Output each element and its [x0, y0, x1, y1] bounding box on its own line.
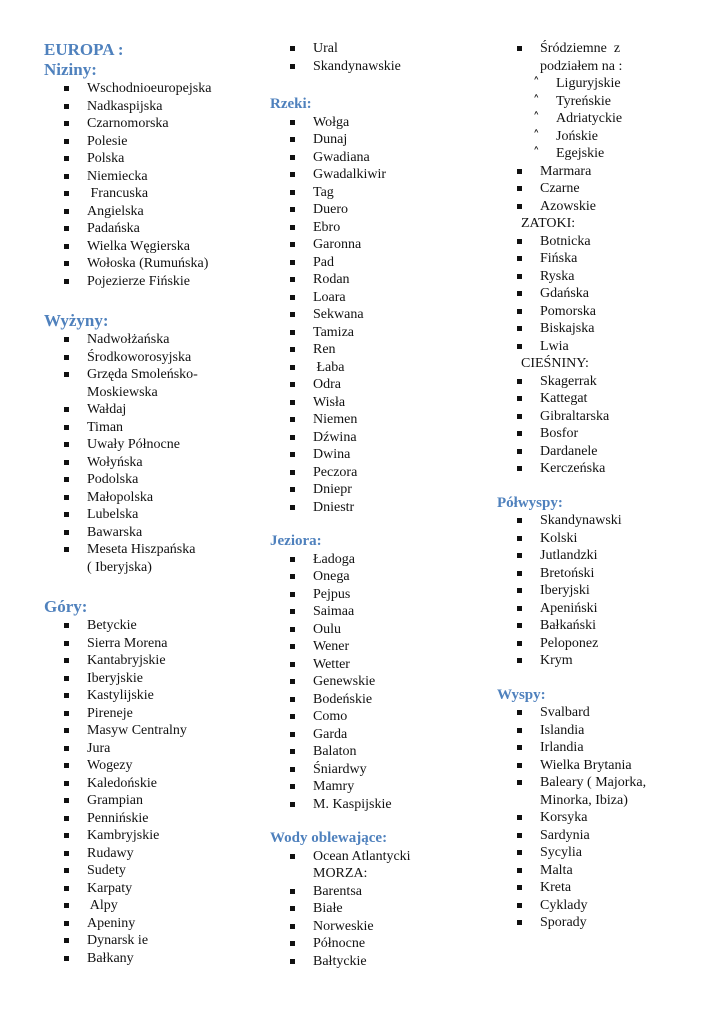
sub-list-item: ˄ Jońskie — [497, 128, 722, 146]
list-item: Pojezierze Fińskie — [44, 273, 264, 291]
list-wody — [270, 848, 495, 971]
list-item: Gwadalkiwir — [270, 166, 495, 184]
list-item: Bałkański — [497, 617, 722, 635]
list-item: Wener — [270, 638, 495, 656]
list-item: Ryska — [497, 268, 722, 286]
list-item: Uwały Północne — [44, 436, 264, 454]
list-item: Timan — [44, 419, 264, 437]
list-item: Grampian — [44, 792, 264, 810]
list-item: Jutlandzki — [497, 547, 722, 565]
list-item: Peloponez — [497, 635, 722, 653]
list-item-continued: podziałem na : — [540, 58, 623, 74]
heading-polwyspy: Półwyspy: — [497, 494, 563, 511]
list-item: Dźwina — [270, 429, 495, 447]
list-item: Nadkaspijska — [44, 98, 264, 116]
list-item: Garonna — [270, 236, 495, 254]
list-item: Dwina — [270, 446, 495, 464]
list-item: Sekwana — [270, 306, 495, 324]
list-item: Pomorska — [497, 303, 722, 321]
column-3 — [497, 40, 722, 932]
sub-list-item: ˄ Tyreńskie — [497, 93, 722, 111]
list-item: Wielka Węgierska — [44, 238, 264, 256]
list-item: Dniepr — [270, 481, 495, 499]
list-item: Bawarska — [44, 524, 264, 542]
column-2 — [270, 40, 495, 970]
list-item: Wołyńska — [44, 454, 264, 472]
list-item: Genewskie — [270, 673, 495, 691]
list-item-continued: Minorka, Ibiza) — [540, 792, 628, 808]
list-item: Pejpus — [270, 586, 495, 604]
list-item: M. Kaspijskie — [270, 796, 495, 814]
list-item-continued: ( Iberyjska) — [87, 559, 152, 575]
list-item: Padańska — [44, 220, 264, 238]
list-item: Polesie — [44, 133, 264, 151]
list-item: Sudety — [44, 862, 264, 880]
list-polwyspy — [497, 512, 722, 670]
list-rzeki — [270, 114, 495, 517]
list-item: Sardynia — [497, 827, 722, 845]
list-item: Polska — [44, 150, 264, 168]
list-item: Ocean Atlantycki — [270, 848, 495, 866]
list-item: Kreta — [497, 879, 722, 897]
column-1 — [44, 40, 264, 967]
list-item: Barentsa — [270, 883, 495, 901]
list-item: Rudawy — [44, 845, 264, 863]
list-item: Bałkany — [44, 950, 264, 968]
morza-label: MORZA: — [313, 866, 368, 881]
list-item: Czarnomorska — [44, 115, 264, 133]
list-item: Ebro — [270, 219, 495, 237]
list-item: Skandynawski — [497, 512, 722, 530]
list-item: Dunaj — [270, 131, 495, 149]
list-item: Como — [270, 708, 495, 726]
list-item: Ren — [270, 341, 495, 359]
list-item: Pireneje — [44, 705, 264, 723]
list-item: Kastylijskie — [44, 687, 264, 705]
list-item: Angielska — [44, 203, 264, 221]
list-item: Wogezy — [44, 757, 264, 775]
list-item: Kaledońskie — [44, 775, 264, 793]
list-item: Ural — [270, 40, 495, 58]
heading-wody-oblewajace: Wody oblewające: — [270, 830, 388, 846]
list-item: Pad — [270, 254, 495, 272]
list-item: Onega — [270, 568, 495, 586]
list-item: Bretoński — [497, 565, 722, 583]
sub-list-item: ˄ Egejskie — [497, 145, 722, 163]
list-niziny — [44, 80, 264, 290]
list-item: Balaton — [270, 743, 495, 761]
list-item: Tamiza — [270, 324, 495, 342]
list-item: Azowskie — [497, 198, 722, 216]
list-gory — [44, 617, 264, 967]
heading-rzeki: Rzeki: — [270, 96, 312, 112]
list-item: Irlandia — [497, 739, 722, 757]
list-item: Dardanele — [497, 443, 722, 461]
list-item: Mamry — [270, 778, 495, 796]
list-item: Lubelska — [44, 506, 264, 524]
list-item: Niemiecka — [44, 168, 264, 186]
list-item: Nadwołżańska — [44, 331, 264, 349]
list-item: Peczora — [270, 464, 495, 482]
list-item: Tag — [270, 184, 495, 202]
list-item: Apeniński — [497, 600, 722, 618]
list-item: Dynarsk ie — [44, 932, 264, 950]
list-item: Sporady — [497, 914, 722, 932]
list-item: Śniardwy — [270, 761, 495, 779]
heading-niziny: Niziny: — [44, 60, 97, 79]
list-item: Wałdaj — [44, 401, 264, 419]
list-item: Apeniny — [44, 915, 264, 933]
list-item: Wschodnioeuropejska — [44, 80, 264, 98]
list-morza-continued — [497, 40, 722, 215]
list-item: Rodan — [270, 271, 495, 289]
list-item: Garda — [270, 726, 495, 744]
list-item: Korsyka — [497, 809, 722, 827]
list-item: Odra — [270, 376, 495, 394]
list-item: Svalbard — [497, 704, 722, 722]
list-item: Wołga — [270, 114, 495, 132]
list-item: Meseta Hiszpańska — [44, 541, 264, 559]
list-item: Baleary ( Majorka, — [497, 774, 722, 792]
list-item: Norweskie — [270, 918, 495, 936]
list-item: Saimaa — [270, 603, 495, 621]
list-item: Betyckie — [44, 617, 264, 635]
list-item: Karpaty — [44, 880, 264, 898]
list-wyspy — [497, 704, 722, 932]
list-gory-continued — [270, 40, 495, 75]
list-item: Pennińskie — [44, 810, 264, 828]
sub-list-item: ˄ Liguryjskie — [497, 75, 722, 93]
list-item: Fińska — [497, 250, 722, 268]
list-item: Iberyjski — [497, 582, 722, 600]
heading-jeziora: Jeziora: — [270, 533, 322, 549]
list-item: Ładoga — [270, 551, 495, 569]
list-item: Loara — [270, 289, 495, 307]
list-item: Kambryjskie — [44, 827, 264, 845]
list-item: Alpy — [44, 897, 264, 915]
list-item: Sierra Morena — [44, 635, 264, 653]
list-item: Oulu — [270, 621, 495, 639]
list-wyzyny — [44, 331, 264, 576]
list-item: Niemen — [270, 411, 495, 429]
list-item: Kolski — [497, 530, 722, 548]
list-item: Sycylia — [497, 844, 722, 862]
list-item: Gwadiana — [270, 149, 495, 167]
heading-wyspy: Wyspy: — [497, 686, 546, 703]
list-item: Bodeńskie — [270, 691, 495, 709]
list-item: Wołoska (Rumuńska) — [44, 255, 264, 273]
sub-list-item: ˄ Adriatyckie — [497, 110, 722, 128]
list-item: Śródziemne z — [497, 40, 722, 58]
list-item: Dniestr — [270, 499, 495, 517]
list-item: Bałtyckie — [270, 953, 495, 971]
list-item: Iberyjskie — [44, 670, 264, 688]
zatoki-label: ZATOKI: — [521, 216, 576, 231]
list-item: Skandynawskie — [270, 58, 495, 76]
list-item: Krym — [497, 652, 722, 670]
list-item: Botnicka — [497, 233, 722, 251]
list-item: Jura — [44, 740, 264, 758]
heading-gory: Góry: — [44, 597, 88, 616]
list-zatoki — [497, 233, 722, 356]
list-item: Malta — [497, 862, 722, 880]
list-item: Środkoworosyjska — [44, 349, 264, 367]
heading-wyzyny: Wyżyny: — [44, 311, 109, 330]
list-item: Wielka Brytania — [497, 757, 722, 775]
list-ciesniny — [497, 373, 722, 478]
list-item: Biskajska — [497, 320, 722, 338]
list-item: Małopolska — [44, 489, 264, 507]
list-item: Cyklady — [497, 897, 722, 915]
list-item-continued: Moskiewska — [87, 384, 158, 400]
list-item: Lwia — [497, 338, 722, 356]
list-item: Białe — [270, 900, 495, 918]
list-item: Bosfor — [497, 425, 722, 443]
list-item: Czarne — [497, 180, 722, 198]
page-title: EUROPA : — [44, 40, 124, 59]
list-item: Wetter — [270, 656, 495, 674]
list-item: Marmara — [497, 163, 722, 181]
list-item: Masyw Centralny — [44, 722, 264, 740]
list-item: Grzęda Smoleńsko- — [44, 366, 264, 384]
list-item: Północne — [270, 935, 495, 953]
list-item: Gdańska — [497, 285, 722, 303]
list-item: Kattegat — [497, 390, 722, 408]
list-jeziora — [270, 551, 495, 814]
list-item: Gibraltarska — [497, 408, 722, 426]
list-item: Skagerrak — [497, 373, 722, 391]
list-item: Kerczeńska — [497, 460, 722, 478]
list-item: Łaba — [270, 359, 495, 377]
list-item: Islandia — [497, 722, 722, 740]
list-item: Duero — [270, 201, 495, 219]
list-item: Podolska — [44, 471, 264, 489]
list-item: Francuska — [44, 185, 264, 203]
ciesniny-label: CIEŚNINY: — [521, 356, 589, 371]
list-item: Kantabryjskie — [44, 652, 264, 670]
list-item: Wisła — [270, 394, 495, 412]
